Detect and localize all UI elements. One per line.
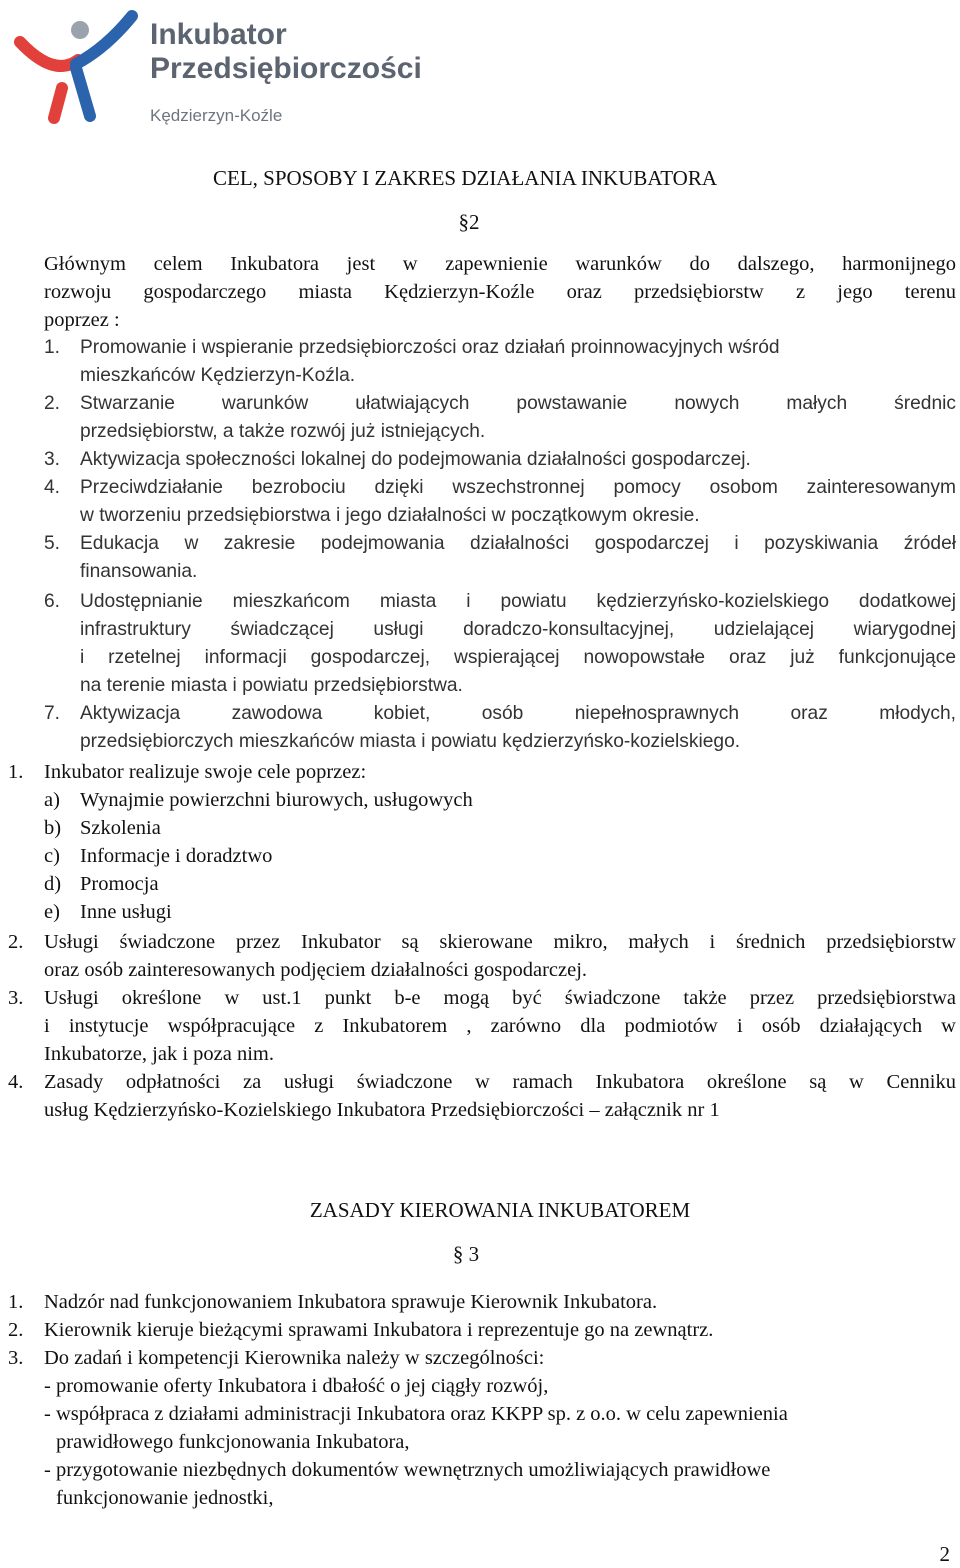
point-number: 2. [8, 931, 24, 953]
point-line: usług Kędzierzyńsko-Kozielskiego Inkubatora Przedsiębiorczości – załącznik nr 1 [44, 1099, 720, 1121]
goal-number: 5. [44, 533, 61, 554]
management-line: Do zadań i kompetencji Kierownika należy w szczególności: [44, 1347, 545, 1369]
sub-item: Promocja [80, 873, 159, 895]
logo-figure-icon [14, 8, 144, 128]
goal-line: Udostępnianie mieszkańcom miasta i powiatu kędzierzyńsko-kozielskiego dodatkowej [80, 591, 956, 612]
logo [14, 8, 454, 138]
section2-title: ZASADY KIEROWANIA INKUBATOREM [309, 1198, 691, 1222]
goal-line: Promowanie i wspieranie przedsiębiorczości oraz działań proinnowacyjnych wśród [80, 337, 780, 358]
duty-line: - przygotowanie niezbędnych dokumentów wewnętrznych umożliwiających prawidłowe [44, 1459, 771, 1481]
sub-letter: a) [44, 789, 60, 811]
goal-line: Edukacja w zakresie podejmowania działalności gospodarczej i pozyskiwania źródeł [80, 533, 956, 554]
goal-line: na terenie miasta i powiatu przedsiębiorstwa. [80, 675, 463, 696]
logo-text-line1: Inkubator [150, 18, 287, 51]
page-number: 2 [939, 1542, 950, 1566]
intro-line: poprzez : [44, 309, 120, 331]
goal-line: Aktywizacja zawodowa kobiet, osób niepełnosprawnych oraz młodych, [80, 703, 956, 724]
section1-para-mark: §2 [458, 210, 480, 234]
point-line: Usługi określone w ust.1 punkt b-e mogą być świadczone także przez przedsiębiorstwa [44, 987, 956, 1009]
point-line: Usługi świadczone przez Inkubator są skierowane mikro, małych i średnich przedsiębiorstw [44, 931, 956, 953]
management-line: Nadzór nad funkcjonowaniem Inkubatora sprawuje Kierownik Inkubatora. [44, 1291, 658, 1313]
goal-number: 2. [44, 393, 61, 414]
point-line: Zasady odpłatności za usługi świadczone w ramach Inkubatora określone są w Cenniku [44, 1071, 956, 1093]
goal-line: w tworzeniu przedsiębiorstwa i jego działalności w początkowym okresie. [80, 505, 700, 526]
point-number: 4. [8, 1071, 24, 1093]
point-number: 1. [8, 761, 24, 783]
intro-line: Głównym celem Inkubatora jest w zapewnienie warunków do dalszego, harmonijnego [44, 253, 956, 275]
sub-item: Szkolenia [80, 817, 161, 839]
point-line: Inkubatorze, jak i poza nim. [44, 1043, 274, 1065]
point-line: i instytucje współpracujące z Inkubatorem , zarówno dla podmiotów i osób działających w [44, 1015, 956, 1037]
logo-text-line3: Kędzierzyn-Koźle [150, 106, 283, 125]
sub-letter: e) [44, 901, 60, 923]
goal-line: Przeciwdziałanie bezrobociu dzięki wszechstronnej pomocy osobom zainteresowanym [80, 477, 956, 498]
management-number: 2. [8, 1319, 24, 1341]
sub-item: Wynajmie powierzchni biurowych, usługowych [80, 789, 473, 811]
sub-item: Informacje i doradztwo [80, 845, 273, 867]
goal-line: finansowania. [80, 561, 198, 582]
goal-number: 4. [44, 477, 61, 498]
sub-letter: d) [44, 873, 62, 895]
goal-line: Stwarzanie warunków ułatwiających powstawanie nowych małych średnic [80, 393, 956, 414]
logo-text-line2: Przedsiębiorczości [150, 52, 422, 85]
section2-para-mark: § 3 [452, 1242, 480, 1266]
management-number: 1. [8, 1291, 24, 1313]
sub-item: Inne usługi [80, 901, 172, 923]
goal-line: przedsiębiorczych mieszkańców miasta i powiatu kędzierzyńsko-kozielskiego. [80, 731, 741, 752]
duty-line: funkcjonowanie jednostki, [56, 1487, 274, 1509]
management-line: Kierownik kieruje bieżącymi sprawami Inkubatora i reprezentuje go na zewnątrz. [44, 1319, 714, 1341]
intro-line: rozwoju gospodarczego miasta Kędzierzyn-Koźle oraz przedsiębiorstw z jego terenu [44, 281, 956, 303]
management-number: 3. [8, 1347, 24, 1369]
goal-number: 7. [44, 703, 61, 724]
goal-line: i rzetelnej informacji gospodarczej, wspierającej nowopowstałe oraz już funkcjonujące [80, 647, 956, 668]
goal-line: przedsiębiorstw, a także rozwój już istniejących. [80, 421, 486, 442]
goal-number: 1. [44, 337, 61, 358]
sub-letter: c) [44, 845, 60, 867]
duty-line: - współpraca z działami administracji Inkubatora oraz KKPP sp. z o.o. w celu zapewnienia [44, 1403, 788, 1425]
goal-number: 3. [44, 449, 61, 470]
section1-title: CEL, SPOSOBY I ZAKRES DZIAŁANIA INKUBATORA [212, 166, 718, 190]
point-line: oraz osób zainteresowanych podjęciem działalności gospodarczej. [44, 959, 588, 981]
duty-line: - promowanie oferty Inkubatora i dbałość o jej ciągły rozwój, [44, 1375, 549, 1397]
sub-letter: b) [44, 817, 62, 839]
goal-line: mieszkańców Kędzierzyn-Koźla. [80, 365, 356, 386]
point-number: 3. [8, 987, 24, 1009]
goal-number: 6. [44, 591, 61, 612]
duty-line: prawidłowego funkcjonowania Inkubatora, [56, 1431, 410, 1453]
goal-line: infrastruktury świadczącej usługi doradczo-konsultacyjnej, udzielającej wiarygodnej [80, 619, 956, 640]
goal-line: Aktywizacja społeczności lokalnej do podejmowania działalności gospodarczej. [80, 449, 751, 470]
point-line: Inkubator realizuje swoje cele poprzez: [44, 761, 367, 783]
